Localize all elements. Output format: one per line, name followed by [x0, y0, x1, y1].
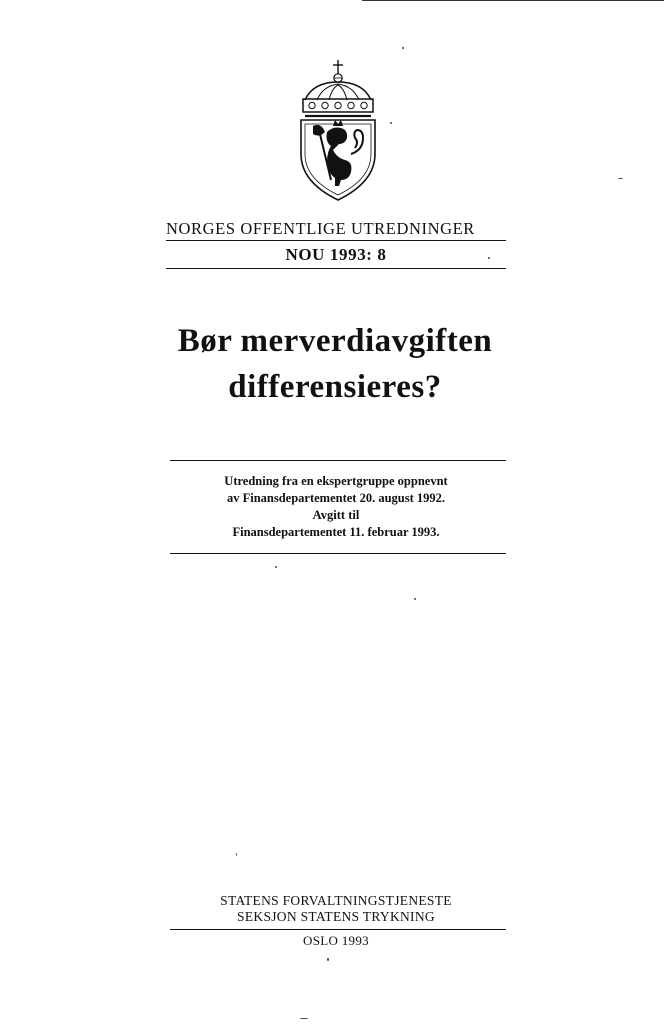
scan-speck: [327, 958, 329, 961]
scan-speck: [402, 47, 404, 49]
description-line-1: Utredning fra en ekspertgruppe oppnevnt: [224, 474, 448, 488]
description-bottom-rule: [170, 553, 506, 554]
scan-speck: [488, 257, 490, 259]
scan-speck: [414, 598, 416, 600]
norwegian-coat-of-arms-icon: [293, 54, 383, 204]
title-line-2: differensieres?: [228, 369, 442, 405]
publisher-line-2: SEKSJON STATENS TRYKNING: [237, 909, 435, 924]
report-number-rule: [166, 268, 506, 269]
description-line-3: Avgitt til: [312, 508, 360, 522]
publisher-line-1: STATENS FORVALTNINGSTJENESTE: [220, 893, 452, 908]
series-rule: [166, 240, 506, 241]
series-title: NORGES OFFENTLIGE UTREDNINGER: [166, 219, 475, 238]
description-line-2: av Finansdepartementet 20. august 1992.: [226, 491, 446, 505]
top-edge-rule: [362, 0, 664, 1]
scan-speck: [390, 122, 392, 124]
publisher-rule: [170, 929, 506, 930]
publisher-block: [166, 893, 506, 925]
scan-speck: [236, 853, 237, 856]
title-line-1: Bør merverdiavgiften: [177, 323, 493, 359]
description-line-4: Finansdepartementet 11. februar 1993.: [232, 525, 440, 539]
description-top-rule: [170, 460, 506, 461]
report-number: NOU 1993: 8: [285, 245, 387, 264]
place-and-year: OSLO 1993: [303, 933, 369, 948]
scan-speck: [275, 566, 277, 568]
description-block: [166, 473, 506, 541]
scan-speck: [618, 178, 623, 179]
document-title: [150, 318, 520, 410]
scan-speck: [300, 1018, 308, 1019]
